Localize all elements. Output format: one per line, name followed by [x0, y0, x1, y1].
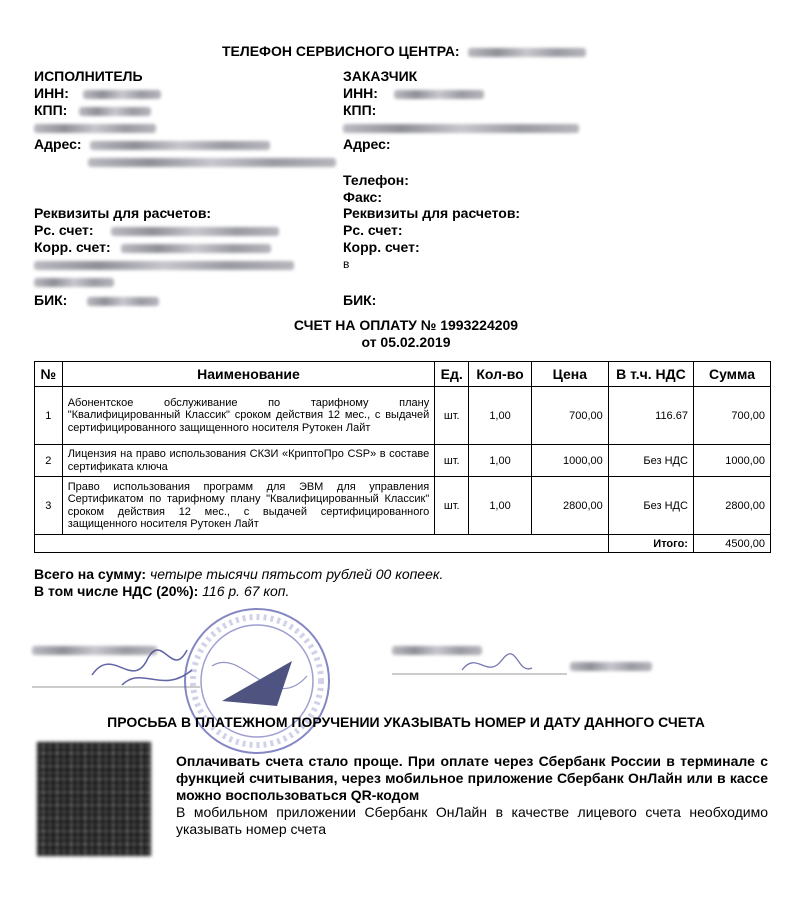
- row-num: 1: [35, 387, 63, 445]
- row-price: 1000,00: [531, 445, 608, 477]
- executor-address-label: Адрес:: [34, 136, 82, 152]
- executor-payment-label: Реквизиты для расчетов:: [34, 205, 212, 221]
- redacted-company-name: [34, 124, 156, 133]
- row-unit: шт.: [435, 445, 469, 477]
- total-sum-label: Всего на сумму:: [34, 566, 147, 582]
- customer-corr-label: Корр. счет:: [343, 239, 420, 255]
- redacted-phone: [468, 48, 586, 57]
- customer-kpp-label: КПП:: [343, 102, 377, 118]
- executor-bik-label: БИК:: [34, 292, 68, 308]
- row-price: 700,00: [531, 387, 608, 445]
- handwritten-signature-icon: [392, 640, 572, 690]
- customer-payment-block: [343, 205, 763, 309]
- qr-info-bold: Оплачивать счета стало проще. При оплате через Сбербанк России в терминале с функцией считывания, через мобильное приложение Сбербанк ОнЛайн или в кассе можно воспользоваться QR-кодом: [176, 753, 768, 803]
- executor-signature-area: [32, 640, 202, 690]
- customer-title: ЗАКАЗЧИК: [343, 68, 418, 84]
- redacted-customer-name: [343, 124, 579, 133]
- col-header-price: Цена: [531, 362, 608, 387]
- invoice-items-table: [34, 361, 771, 553]
- row-num: 2: [35, 445, 63, 477]
- redacted-address-line1: [90, 141, 270, 150]
- row-name: Лицензия на право использования СКЗИ «КриптоПро CSP» в составе сертификата ключа: [62, 445, 435, 477]
- executor-account-label: Рс. счет:: [34, 222, 94, 238]
- row-name: Абонентское обслуживание по тарифному плану "Квалифицированный Классик" сроком действия 12 мес., с выдачей сертифицированного защищенного носителя Рутокен Лайт: [62, 387, 435, 445]
- redacted-customer-inn: [394, 90, 484, 99]
- row-num: 3: [35, 477, 63, 535]
- service-phone-line: [222, 43, 586, 59]
- customer-payment-label: Реквизиты для расчетов:: [343, 205, 521, 221]
- customer-bik-label: БИК:: [343, 292, 377, 308]
- col-header-vat: В т.ч. НДС: [608, 362, 693, 387]
- executor-corr-label: Корр. счет:: [34, 239, 111, 255]
- row-sum: 700,00: [693, 387, 770, 445]
- table-row: [35, 445, 771, 477]
- customer-account-label: Рс. счет:: [343, 222, 403, 238]
- executor-kpp-label: КПП:: [34, 102, 68, 118]
- row-sum: 2800,00: [693, 477, 770, 535]
- payment-notice: ПРОСЬБА В ПЛАТЕЖНОМ ПОРУЧЕНИИ УКАЗЫВАТЬ НОМЕР И ДАТУ ДАННОГО СЧЕТА: [107, 714, 705, 730]
- executor-block: [34, 68, 334, 170]
- qr-code-icon: [37, 742, 151, 856]
- invoice-title: СЧЕТ НА ОПЛАТУ № 1993224209: [293, 317, 519, 333]
- total-sum-line: [34, 566, 443, 582]
- row-qty: 1,00: [469, 445, 532, 477]
- table-row: [35, 387, 771, 445]
- customer-address-label: Адрес:: [343, 136, 391, 152]
- redacted-inn: [83, 90, 161, 99]
- customer-fax-label: Факс:: [343, 189, 383, 205]
- col-header-num: №: [35, 362, 63, 387]
- executor-title: ИСПОЛНИТЕЛЬ: [34, 68, 143, 84]
- service-phone-label: ТЕЛЕФОН СЕРВИСНОГО ЦЕНТРА:: [222, 43, 460, 59]
- redacted-bik: [87, 297, 159, 306]
- total-label: Итого:: [608, 535, 693, 553]
- col-header-qty: Кол-во: [469, 362, 532, 387]
- row-unit: шт.: [435, 477, 469, 535]
- redacted-address-line2: [88, 158, 336, 167]
- invoice-date: от 05.02.2019: [361, 334, 451, 350]
- col-header-sum: Сумма: [693, 362, 770, 387]
- qr-info-normal: В мобильном приложении Сбербанк ОнЛайн в качестве лицевого счета необходимо указывать номер счета: [176, 804, 768, 837]
- total-sum-words: четыре тысячи пятьсот рублей 00 копеек.: [149, 566, 444, 582]
- row-unit: шт.: [435, 387, 469, 445]
- stamp-seal-icon: [182, 606, 332, 756]
- row-vat: Без НДС: [608, 477, 693, 535]
- redacted-bank-name-2: [34, 278, 114, 287]
- qr-info-text: [176, 753, 768, 838]
- redacted-account: [111, 227, 279, 236]
- row-vat: Без НДС: [608, 445, 693, 477]
- redacted-accountant-name: [570, 662, 652, 671]
- customer-phone-label: Телефон:: [343, 172, 409, 188]
- total-value: 4500,00: [693, 535, 770, 553]
- customer-bank-in: в: [343, 257, 350, 271]
- vat-label: В том числе НДС (20%):: [34, 583, 199, 599]
- customer-block: [343, 68, 763, 206]
- row-qty: 1,00: [469, 387, 532, 445]
- row-vat: 116.67: [608, 387, 693, 445]
- col-header-name: Наименование: [62, 362, 435, 387]
- redacted-corr-account: [121, 244, 271, 253]
- table-header-row: [35, 362, 771, 387]
- row-sum: 1000,00: [693, 445, 770, 477]
- executor-inn-label: ИНН:: [34, 85, 69, 101]
- vat-line: [34, 583, 289, 599]
- table-total-row: [35, 535, 771, 553]
- vat-words: 116 р. 67 коп.: [202, 583, 290, 599]
- executor-payment-block: [34, 205, 334, 309]
- row-qty: 1,00: [469, 477, 532, 535]
- table-row: [35, 477, 771, 535]
- col-header-unit: Ед.: [435, 362, 469, 387]
- accountant-signature-area: [392, 640, 662, 690]
- handwritten-signature-icon: [32, 635, 202, 695]
- row-price: 2800,00: [531, 477, 608, 535]
- customer-inn-label: ИНН:: [343, 85, 378, 101]
- row-name: Право использования программ для ЭВМ для управления Сертификатом по тарифному плану "Квалифицированный Классик" сроком действия 12 мес., с выдачей сертифицированного защищенного носителя Рутокен Лайт: [62, 477, 435, 535]
- redacted-bank-name-1: [34, 261, 294, 270]
- redacted-kpp: [79, 107, 151, 116]
